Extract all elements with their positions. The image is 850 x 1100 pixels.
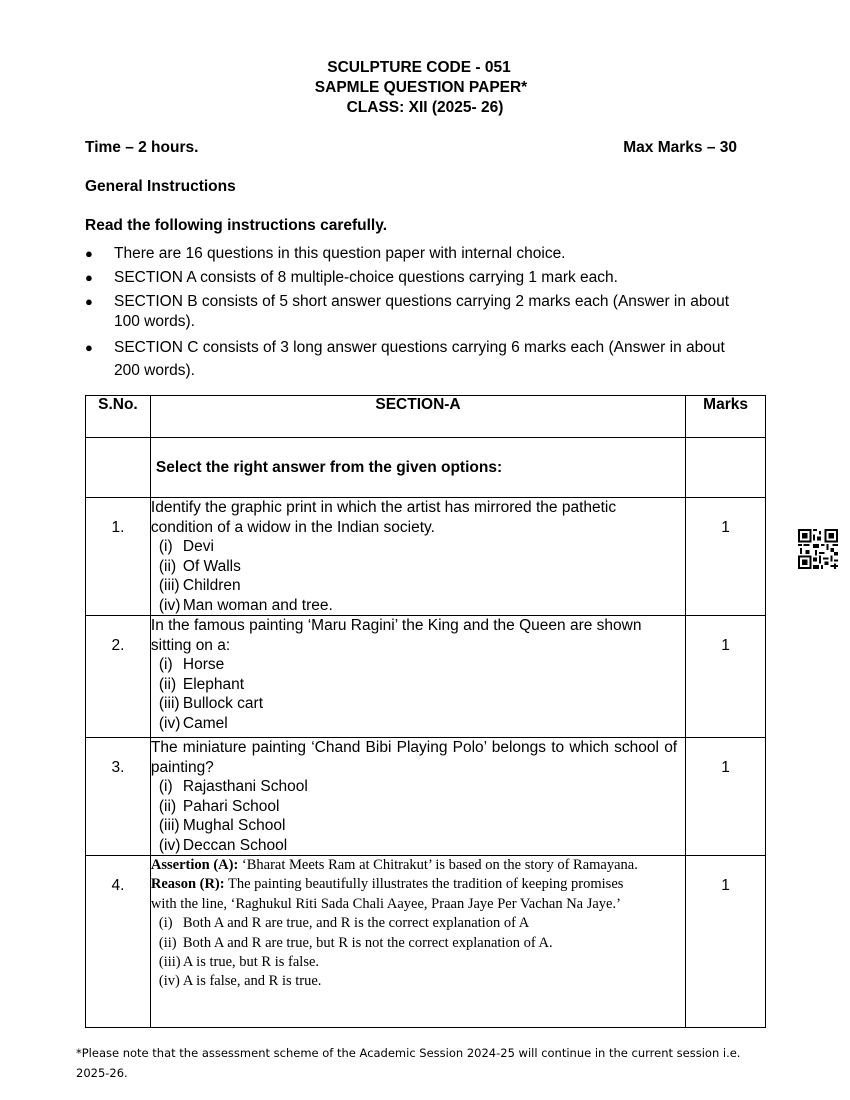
question-row [86, 616, 766, 738]
general-instructions-heading: General Instructions [85, 178, 236, 195]
section-a-table [85, 395, 766, 1028]
question-row [86, 856, 766, 1028]
question-text: The miniature painting ‘Chand Bibi Playing Polo’ belongs to which school of painting? [150, 739, 678, 776]
option: (i) Both A and R are true, and R is the correct explanation of A [158, 915, 530, 932]
instruction-row [86, 438, 766, 498]
instruction-item: ● SECTION C consists of 3 long answer questions carrying 6 marks each (Answer in about 200 words). [85, 336, 745, 382]
instructions-list [85, 244, 745, 386]
option: (ii) Elephant [158, 675, 245, 693]
question-number: 4. [111, 877, 125, 894]
question-number: 1. [111, 519, 125, 536]
option: (iv) Deccan School [158, 836, 288, 854]
question-number: 2. [111, 637, 125, 654]
section-instruction: Select the right answer from the given options: [155, 459, 503, 476]
question-marks: 1 [721, 519, 730, 536]
paper-type-title: SAPMLE QUESTION PAPER* [314, 79, 528, 96]
class-title: CLASS: XII (2025- 26) [346, 99, 504, 116]
option: (iii) Mughal School [158, 817, 286, 834]
option: (ii) Both A and R are true, but R is not the correct explanation of A. [158, 934, 553, 951]
bullet-icon: ● [85, 270, 93, 285]
bullet-icon: ● [85, 294, 93, 309]
time-marks-line [85, 139, 737, 157]
option: (iii) Children [158, 577, 241, 594]
option: (i) Devi [158, 538, 214, 555]
option: (iv) A is false, and R is true. [158, 973, 322, 990]
time-allowed: Time – 2 hours. [85, 139, 199, 156]
option: (ii) Pahari School [158, 797, 280, 815]
question-marks: 1 [721, 877, 730, 894]
question-text: Identify the graphic print in which the artist has mirrored the pathetic condition of a widow in the Indian society. [150, 499, 617, 536]
instruction-item: ● SECTION B consists of 5 short answer questions carrying 2 marks each (Answer in about 100 words). [85, 293, 730, 330]
marks-header: Marks [686, 396, 766, 438]
question-row [86, 738, 766, 856]
question-marks: 1 [721, 637, 730, 654]
option: (iv) Man woman and tree. [158, 596, 333, 614]
bullet-icon: ● [85, 340, 93, 355]
subject-code-title: SCULPTURE CODE - 051 [327, 59, 511, 76]
instruction-item: ● There are 16 questions in this question paper with internal choice. [85, 245, 566, 262]
reason: Reason (R): The painting beautifully illustrates the tradition of keeping promises with the line, ‘Raghukul Riti Sada Chali Aayee, Praan Jaye Per Vachan Na Jaye.’ [150, 876, 624, 912]
qr-code-icon [798, 529, 838, 569]
footnote: *Please note that the assessment scheme of the Academic Session 2024-25 will continue in the current session i.e. 2025-26. [76, 1046, 741, 1080]
question-number: 3. [111, 759, 125, 776]
question-row [86, 498, 766, 616]
table-header-row [86, 396, 766, 438]
option: (i) Horse [158, 656, 225, 673]
option: (ii) Of Walls [158, 557, 241, 575]
option: (iii) A is true, but R is false. [158, 954, 320, 971]
paper-header [0, 58, 850, 118]
option: (iii) Bullock cart [158, 695, 264, 712]
section-header: SECTION-A [150, 396, 685, 438]
sno-header: S.No. [86, 396, 151, 438]
read-instructions-heading: Read the following instructions carefully. [85, 217, 388, 234]
question-text: In the famous painting ‘Maru Ragini’ the King and the Queen are shown sitting on a: [150, 617, 642, 654]
bullet-icon: ● [85, 246, 93, 261]
assertion: Assertion (A): ‘Bharat Meets Ram at Chitrakut’ is based on the story of Ramayana. [150, 857, 638, 873]
option: (i) Rajasthani School [158, 778, 308, 795]
question-marks: 1 [721, 759, 730, 776]
instruction-item: ● SECTION A consists of 8 multiple-choice questions carrying 1 mark each. [85, 269, 618, 286]
max-marks: Max Marks – 30 [623, 139, 737, 156]
option: (iv) Camel [158, 714, 228, 732]
